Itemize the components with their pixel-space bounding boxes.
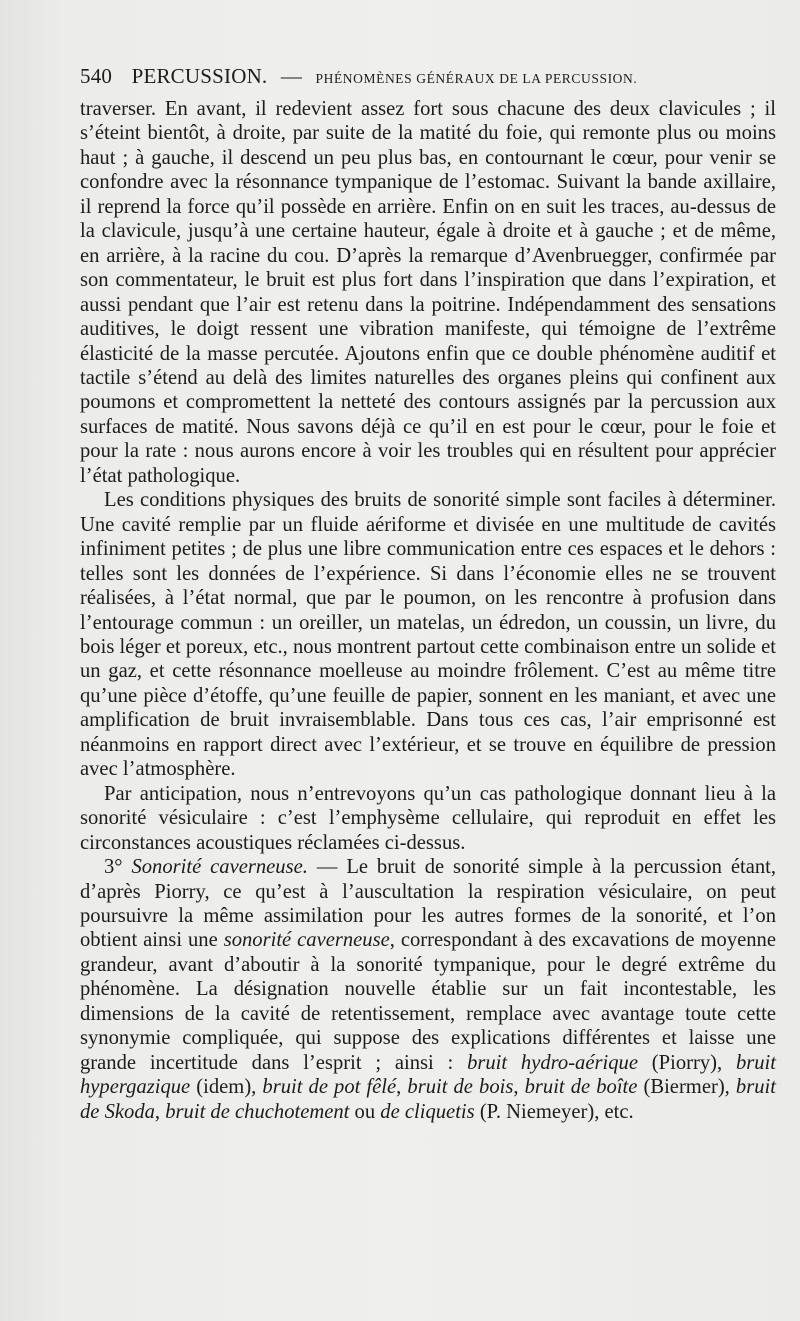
- paragraph-anticipation: Par anticipation, nous n’entrevoyons qu’un cas pathologique donnant lieu à la sonorité vésiculaire : c’est l’emphysème cellulaire, qui reproduit en effet les circonstances acoustiques réclamées ci-dessus.: [80, 782, 776, 854]
- separator: ,: [154, 1100, 161, 1123]
- term: bruit de Skoda: [80, 1076, 776, 1123]
- subsection-title: Sonorité caverneuse.: [131, 856, 308, 879]
- text-run: (Piorry),: [651, 1051, 723, 1074]
- term: de cliquetis: [380, 1100, 475, 1123]
- page-number: 540: [80, 64, 113, 88]
- paragraph-physical-conditions: Les conditions physiques des bruits de sonorité simple sont faciles à déterminer. Une cavité remplie par un fluide aériforme et divisée en une multitude de cavités infiniment petites ; de plus une libre communication entre ces espaces et le dehors : telles sont les données de l’expérience. Si dans l’économie elles ne se trouvent réalisées, à l’état normal, que par le poumon, on les rencontre à profusion dans l’entourage commun : un oreiller, un matelas, un édredon, un coussin, un livre, du bois léger et poreux, etc., nous montrent partout cette combinaison entre un solide et un gaz, et cette résonnance moelleuse au moindre frôlement. C’est au même titre qu’une pièce d’étoffe, qu’une feuille de papier, sonnent en les maniant, et avec une amplification de bruit invraisemblable. Dans tous ces cas, l’air emprisonné est néanmoins en rapport direct avec l’extérieur, et se trouve en équilibre de pression avec l’atmosphère.: [80, 489, 776, 781]
- body-text: [80, 97, 776, 1124]
- term: bruit de boîte: [524, 1076, 638, 1099]
- term: bruit de chuchotement: [165, 1100, 350, 1123]
- running-title: PHÉNOMÈNES GÉNÉRAUX DE LA PERCUSSION.: [315, 71, 638, 86]
- paragraph-continuation: traverser. En avant, il redevient assez fort sous chacune des deux clavicules ; il s’éteint bientôt, à droite, par suite de la matité du foie, qui remonte plus ou moins haut ; à gauche, il descend un peu plus bas, en contournant le cœur, pour venir se confondre avec la résonnance tympanique de l’estomac. Suivant la bande axillaire, il reprend la force qu’il possède en arrière. Enfin on en suit les traces, au-dessus de la clavicule, jusqu’à une certaine hauteur, égale à droite et à gauche ; et de même, en arrière, à la racine du cou. D’après la remarque d’Avenbruegger, confirmée par son commentateur, le bruit est plus fort dans l’inspiration que dans l’expiration, et aussi pendant que l’air est retenu dans la poitrine. Indépendamment des sensations auditives, le doigt ressent une vibration manifeste, qui témoigne de l’extrême élasticité de la masse percutée. Ajoutons enfin que ce double phénomène auditif et tactile s’étend au delà des limites naturelles des organes pleins qui confinent aux poumons et compromettent la netteté des contours assignés par la percussion aux surfaces de matité. Nous savons déjà ce qu’il en est pour le cœur, pour le foie et pour la rate : nous aurons encore à voir les troubles qui en résultent pour apprécier l’état pathologique.: [80, 98, 776, 487]
- text-run: (P. Niemeyer), etc.: [479, 1100, 634, 1123]
- text-run: , correspondant à des excavations de moyenne grandeur, avant d’aboutir à la sonorité tympanique, pour le degré extrême du phénomène. La désignation nouvelle établie sur un fait incontestable, les dimensions de la cavité de retentissement, remplace avec avantage toute cette synonymie compliquée, qui suppose des explications différentes et laisse une grande incertitude dans l’esprit ; ainsi :: [80, 929, 776, 1074]
- term: bruit hypergazique: [80, 1051, 776, 1099]
- item-number: 3°: [104, 856, 123, 879]
- term: bruit de bois: [407, 1076, 514, 1099]
- section-title: PERCUSSION.: [131, 64, 268, 88]
- term: bruit de pot fêlé: [262, 1076, 397, 1099]
- term: bruit hydro-aérique: [467, 1051, 638, 1074]
- running-header: [80, 64, 780, 89]
- paragraph-sonorite-caverneuse: [80, 855, 776, 1124]
- header-dash: —: [280, 64, 303, 88]
- separator: ,: [396, 1076, 402, 1099]
- text-run: Le bruit de sonorité simple à la percussion étant, d’après Piorry, ce qu’est à l’auscultation la respiration vésiculaire, on peut poursuivre la même assimilation pour les autres formes de la sonorité, et l’on obtient ainsi une: [80, 856, 777, 952]
- text-run: ou: [354, 1100, 376, 1123]
- text-run: (Biermer),: [643, 1076, 730, 1099]
- title-dash: —: [316, 856, 338, 879]
- text-run: (idem),: [196, 1076, 257, 1099]
- separator: ,: [513, 1076, 519, 1099]
- term: sonorité caverneuse: [223, 929, 390, 952]
